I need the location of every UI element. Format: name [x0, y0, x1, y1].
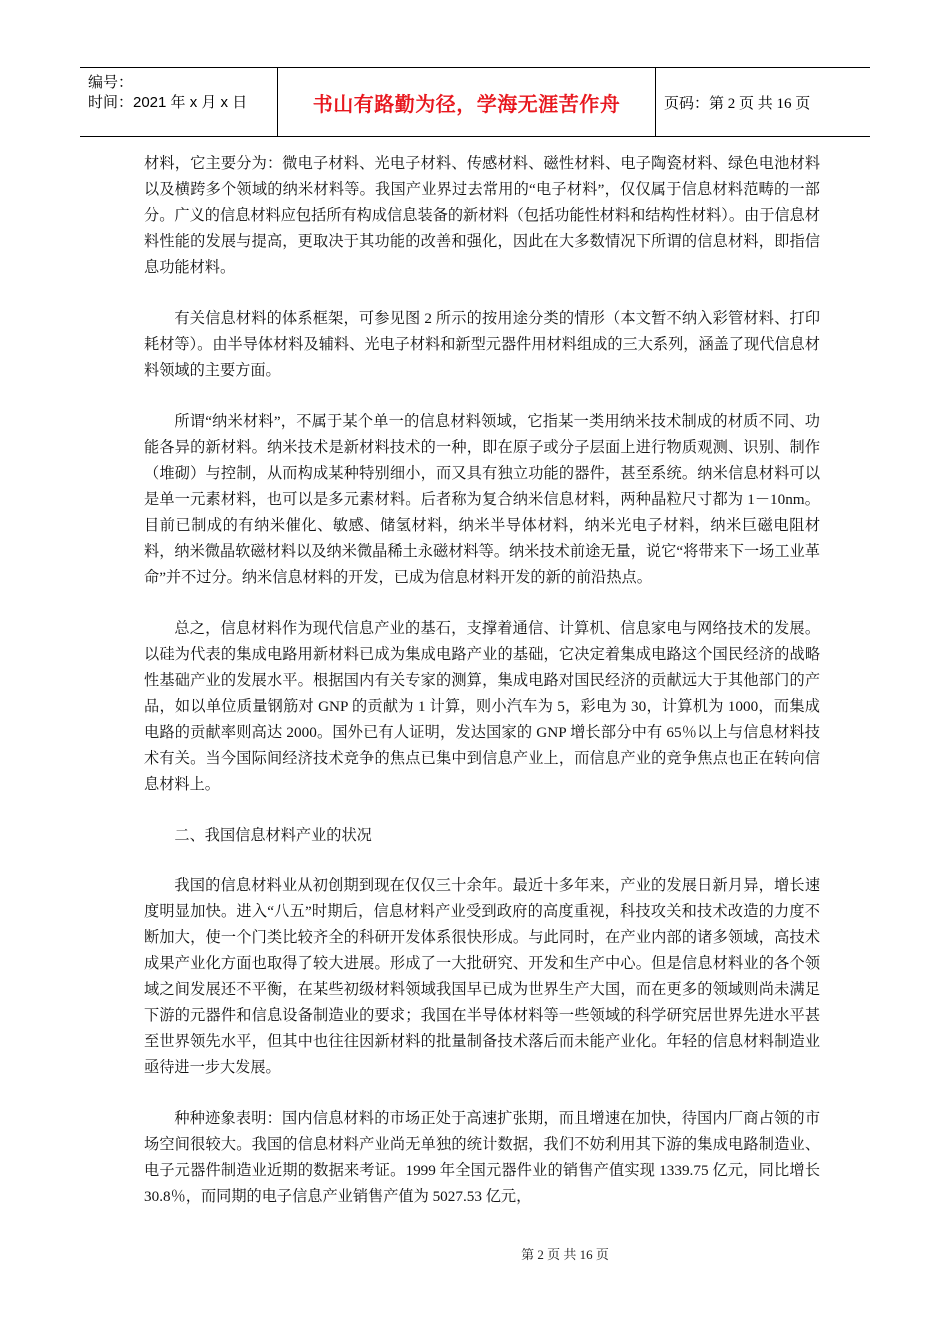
section-heading: 二、我国信息材料产业的状况: [174, 827, 372, 844]
page-footer: 第 2 页 共 16 页: [521, 1247, 609, 1262]
paragraph: 种种迹象表明：国内信息材料的市场正处于高速扩张期，而且增速在加快，待国内厂商占领的市场空间很较大。我国的信息材料产业尚无单独的统计数据，我们不妨利用其下游的集成电路制造业、电子元器件制造业近期的数据来考证。1999 年全国元器件业的销售产值实现 1339.75 亿元，同比增长 30.8％，而同期的电子信息产业销售产值为 5027.53 亿元，: [144, 1110, 820, 1205]
document-body: [144, 151, 820, 1235]
paragraph: 材料，它主要分为：微电子材料、光电子材料、传感材料、磁性材料、电子陶瓷材料、绿色电池材料以及横跨多个领域的纳米材料等。我国产业界过去常用的“电子材料”，仅仅属于信息材料范畴的一部分。广义的信息材料应包括所有构成信息装备的新材料（包括功能性材料和结构性材料）。由于信息材料性能的发展与提高，更取决于其功能的改善和强化，因此在大多数情况下所谓的信息材料，即指信息功能材料。: [144, 155, 820, 276]
page-header: [80, 67, 870, 137]
header-motto: 书山有路勤为径，学海无涯苦作舟: [278, 68, 656, 136]
header-page-info: 页码：第 2 页 共 16 页: [664, 95, 811, 112]
paragraph: 有关信息材料的体系框架，可参见图 2 所示的按用途分类的情形（本文暂不纳入彩管材料、打印耗材等）。由半导体材料及辅料、光电子材料和新型元器件用材料组成的三大系列，涵盖了现代信息材料领域的主要方面。: [144, 310, 820, 379]
paragraph: 我国的信息材料业从初创期到现在仅仅三十余年。最近十多年来，产业的发展日新月异，增长速度明显加快。进入“八五”时期后，信息材料产业受到政府的高度重视，科技攻关和技术改造的力度不断加大，使一个门类比较齐全的科研开发体系很快形成。与此同时，在产业内部的诸多领域，高技术成果产业化方面也取得了较大进展。形成了一大批研究、开发和生产中心。但是信息材料业的各个领域之间发展还不平衡，在某些初级材料领域我国早已成为世界生产大国，而在更多的领域则尚未满足下游的元器件和信息设备制造业的要求；我国在半导体材料等一些领域的科学研究居世界先进水平甚至世界领先水平，但其中也往往因新材料的批量制备技术落后而未能产业化。年轻的信息材料制造业亟待进一步大发展。: [144, 877, 820, 1076]
paragraph: 所谓“纳米材料”，不属于某个单一的信息材料领域，它指某一类用纳米技术制成的材质不同、功能各异的新材料。纳米技术是新材料技术的一种，即在原子或分子层面上进行物质观测、识别、制作（堆砌）与控制，从而构成某种特别细小，而又具有独立功能的器件，甚至系统。纳米信息材料可以是单一元素材料，也可以是多元素材料。后者称为复合纳米信息材料，两种晶粒尺寸都为 1－10nm。目前已制成的有纳米催化、敏感、储氢材料，纳米半导体材料，纳米光电子材料，纳米巨磁电阻材料，纳米微晶软磁材料以及纳米微晶稀土永磁材料等。纳米技术前途无量，说它“将带来下一场工业革命”并不过分。纳米信息材料的开发，已成为信息材料开发的新的前沿热点。: [144, 413, 820, 586]
header-meta: [80, 68, 278, 136]
document-number-label: 编号：: [88, 74, 134, 91]
paragraph: 总之，信息材料作为现代信息产业的基石，支撑着通信、计算机、信息家电与网络技术的发展。以硅为代表的集成电路用新材料已成为集成电路产业的基础，它决定着集成电路这个国民经济的战略性基础产业的发展水平。根据国内有关专家的测算，集成电路对国民经济的贡献远大于其他部门的产品，如以单位质量钢筋对 GNP 的贡献为 1 计算，则小汽车为 5，彩电为 30，计算机为 1000，而集成电路的贡献率则高达 2000。国外已有人证明，发达国家的 GNP 增长部分中有 65％以上与信息材料技术有关。当今国际间经济技术竞争的焦点已集中到信息产业上，而信息产业的竞争焦点也正在转向信息材料上。: [144, 620, 820, 793]
document-date: 时间：2021 年 x 月 x 日: [88, 94, 248, 111]
